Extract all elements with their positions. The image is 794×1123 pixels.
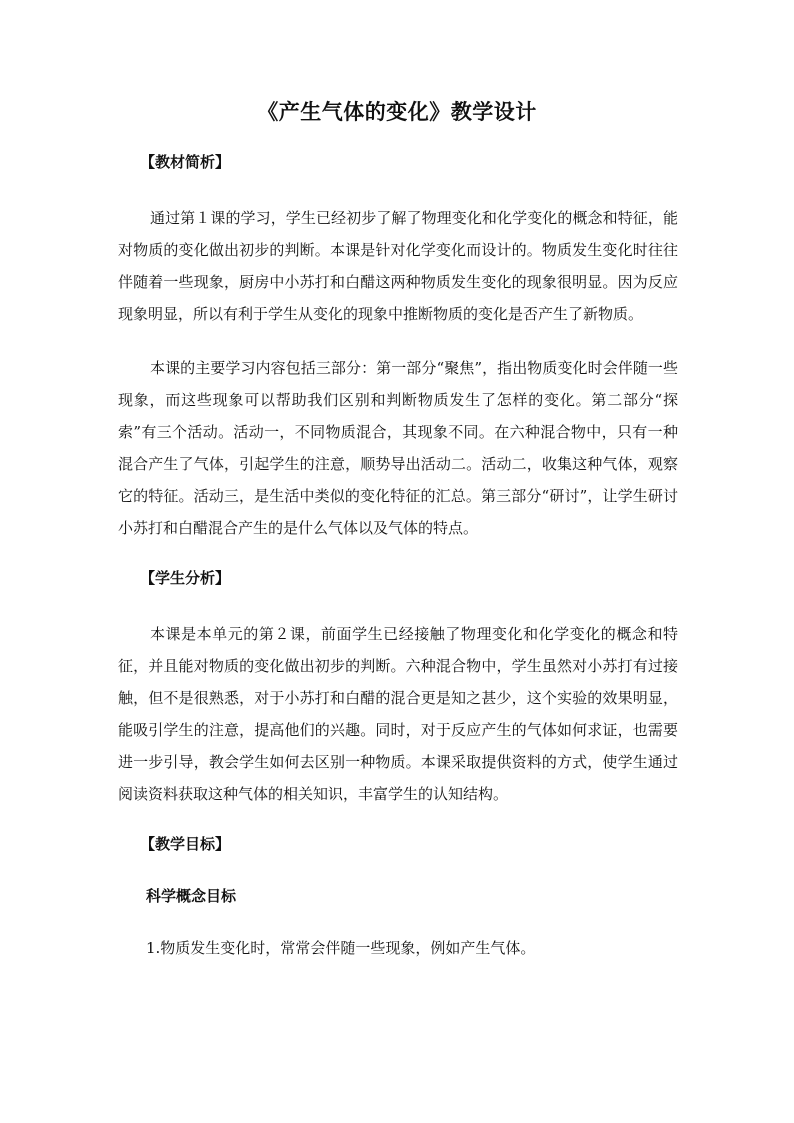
section-heading-goals: 【教学目标】 xyxy=(140,835,231,853)
document-title: 《产生气体的变化》教学设计 xyxy=(257,100,537,124)
section-heading-students: 【学生分析】 xyxy=(140,569,231,587)
paragraph: 本课是本单元的第２课，前面学生已经接触了物理变化和化学变化的概念和特征，并且能对物质的变化做出初步的判断。六种混合物中，学生虽然对小苏打有过接触，但不是很熟悉，对于小苏打和白醋的混合更是知之甚少，这个实验的效果明显，能吸引学生的注意，提高他们的兴趣。同时，对于反应产生的气体如何求证，也需要进一步引导，教会学生如何去区别一种物质。本课采取提供资料的方式，使学生通过阅读资料获取这种气体的相关知识，丰富学生的认知结构。 xyxy=(118,625,678,803)
document-body xyxy=(118,150,678,960)
paragraph: 通过第１课的学习，学生已经初步了解了物理变化和化学变化的概念和特征，能对物质的变化做出初步的判断。本课是针对化学变化而设计的。物质发生变化时往往伴随着一些现象，厨房中小苏打和白醋这两种物质发生变化的现象很明显。因为反应现象明显，所以有利于学生从变化的现象中推断物质的变化是否产生了新物质。 xyxy=(118,209,678,323)
list-item: 1.物质发生变化时，常常会伴随一些现象，例如产生气体。 xyxy=(146,939,536,957)
section-heading-textbook: 【教材简析】 xyxy=(140,153,231,171)
paragraph: 本课的主要学习内容包括三部分：第一部分“聚焦”，指出物质变化时会伴随一些现象，而这些现象可以帮助我们区别和判断物质发生了怎样的变化。第二部分“探索”有三个活动。活动一，不同物质混合，其现象不同。在六种混合物中，只有一种混合产生了气体，引起学生的注意，顺势导出活动二。活动二，收集这种气体，观察它的特征。活动三，是生活中类似的变化特征的汇总。第三部分“研讨”，让学生研讨小苏打和白醋混合产生的是什么气体以及气体的特点。 xyxy=(118,359,678,537)
subheading-science-concept: 科学概念目标 xyxy=(146,887,237,905)
